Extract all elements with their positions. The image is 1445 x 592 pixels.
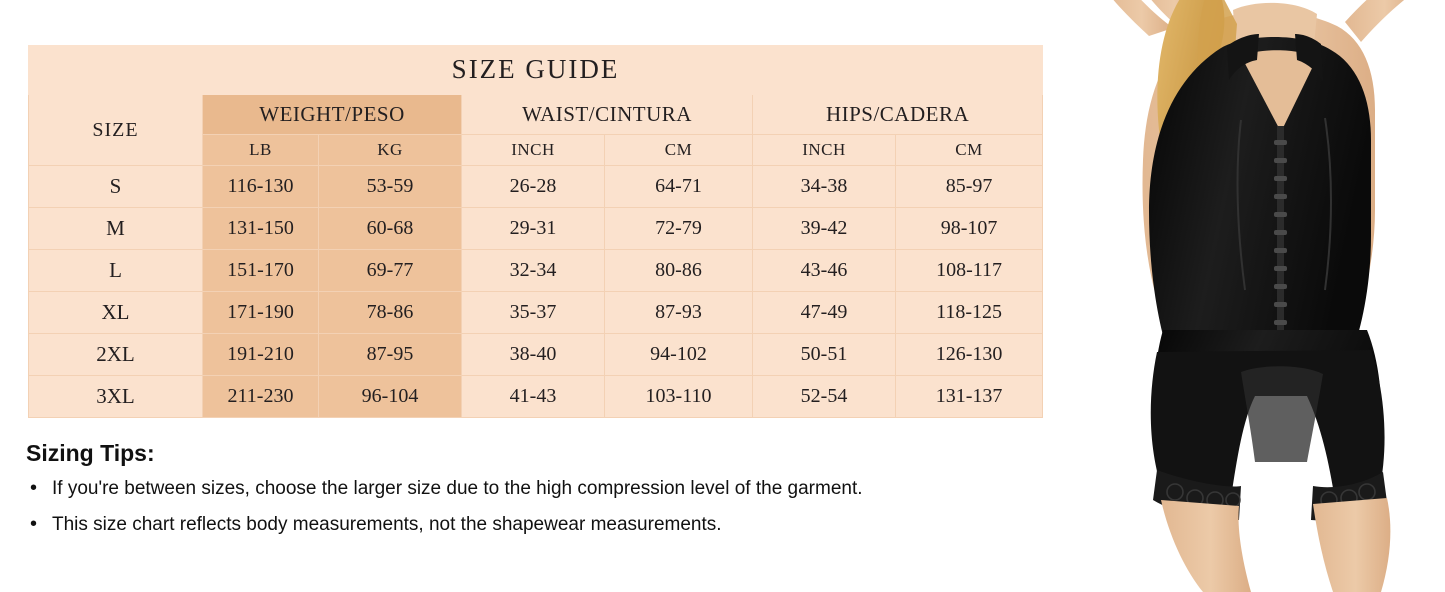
cell-hips-cm: 118-125 (896, 292, 1043, 334)
list-item (30, 477, 1002, 501)
cell-size: M (29, 208, 203, 250)
cell-weight-lb: 191-210 (203, 334, 319, 376)
cell-waist-inch: 29-31 (462, 208, 605, 250)
cell-waist-inch: 35-37 (462, 292, 605, 334)
page-title: SIZE GUIDE (29, 46, 1043, 95)
cell-waist-inch: 38-40 (462, 334, 605, 376)
column-header-weight-lb: LB (203, 135, 319, 166)
cell-waist-cm: 80-86 (605, 250, 753, 292)
cell-hips-inch: 50-51 (753, 334, 896, 376)
cell-size: XL (29, 292, 203, 334)
cell-hips-cm: 131-137 (896, 376, 1043, 418)
column-header-waist-cm: CM (605, 135, 753, 166)
column-header-weight-kg: KG (319, 135, 462, 166)
list-item-label: This size chart reflects body measurements, not the shapewear measurements. (52, 513, 722, 535)
cell-size: 2XL (29, 334, 203, 376)
table-row (29, 250, 1043, 292)
cell-size: L (29, 250, 203, 292)
product-photo (1045, 0, 1445, 592)
cell-hips-inch: 52-54 (753, 376, 896, 418)
cell-weight-kg: 53-59 (319, 166, 462, 208)
cell-weight-kg: 69-77 (319, 250, 462, 292)
column-header-waist-inch: INCH (462, 135, 605, 166)
table-row (29, 376, 1043, 418)
cell-weight-lb: 211-230 (203, 376, 319, 418)
cell-waist-cm: 72-79 (605, 208, 753, 250)
column-group-hips: HIPS/CADERA (753, 95, 1043, 135)
table-title-row (29, 46, 1043, 95)
cell-weight-kg: 78-86 (319, 292, 462, 334)
cell-weight-lb: 151-170 (203, 250, 319, 292)
column-header-hips-inch: INCH (753, 135, 896, 166)
cell-size: 3XL (29, 376, 203, 418)
cell-waist-inch: 26-28 (462, 166, 605, 208)
table-row (29, 166, 1043, 208)
cell-hips-inch: 34-38 (753, 166, 896, 208)
column-group-weight: WEIGHT/PESO (203, 95, 462, 135)
cell-hips-cm: 126-130 (896, 334, 1043, 376)
cell-weight-lb: 116-130 (203, 166, 319, 208)
cell-hips-inch: 39-42 (753, 208, 896, 250)
table-row (29, 334, 1043, 376)
cell-waist-cm: 87-93 (605, 292, 753, 334)
cell-hips-cm: 85-97 (896, 166, 1043, 208)
column-group-waist: WAIST/CINTURA (462, 95, 753, 135)
cell-weight-lb: 131-150 (203, 208, 319, 250)
cell-waist-cm: 94-102 (605, 334, 753, 376)
cell-waist-inch: 32-34 (462, 250, 605, 292)
cell-waist-cm: 103-110 (605, 376, 753, 418)
bullet-icon: • (30, 477, 38, 499)
sizing-tips-title: Sizing Tips: (26, 440, 155, 466)
bullet-icon: • (30, 512, 38, 535)
cell-hips-inch: 43-46 (753, 250, 896, 292)
cell-hips-cm: 108-117 (896, 250, 1043, 292)
table-row (29, 292, 1043, 334)
column-header-hips-cm: CM (896, 135, 1043, 166)
cell-waist-cm: 64-71 (605, 166, 753, 208)
sizing-tips-list (22, 477, 1002, 537)
cell-hips-cm: 98-107 (896, 208, 1043, 250)
cell-weight-kg: 60-68 (319, 208, 462, 250)
list-item-label: If you're between sizes, choose the larger size due to the high compression level of the garment. (52, 478, 863, 499)
table-group-header-row (29, 95, 1043, 135)
sizing-tips (22, 440, 1002, 549)
cell-weight-kg: 87-95 (319, 334, 462, 376)
table-row (29, 208, 1043, 250)
cell-weight-lb: 171-190 (203, 292, 319, 334)
list-item (30, 512, 1002, 537)
model-illustration (1045, 0, 1445, 592)
cell-weight-kg: 96-104 (319, 376, 462, 418)
cell-size: S (29, 166, 203, 208)
cell-hips-inch: 47-49 (753, 292, 896, 334)
column-header-size: SIZE (29, 95, 203, 166)
size-guide-table (28, 45, 1043, 418)
cell-waist-inch: 41-43 (462, 376, 605, 418)
